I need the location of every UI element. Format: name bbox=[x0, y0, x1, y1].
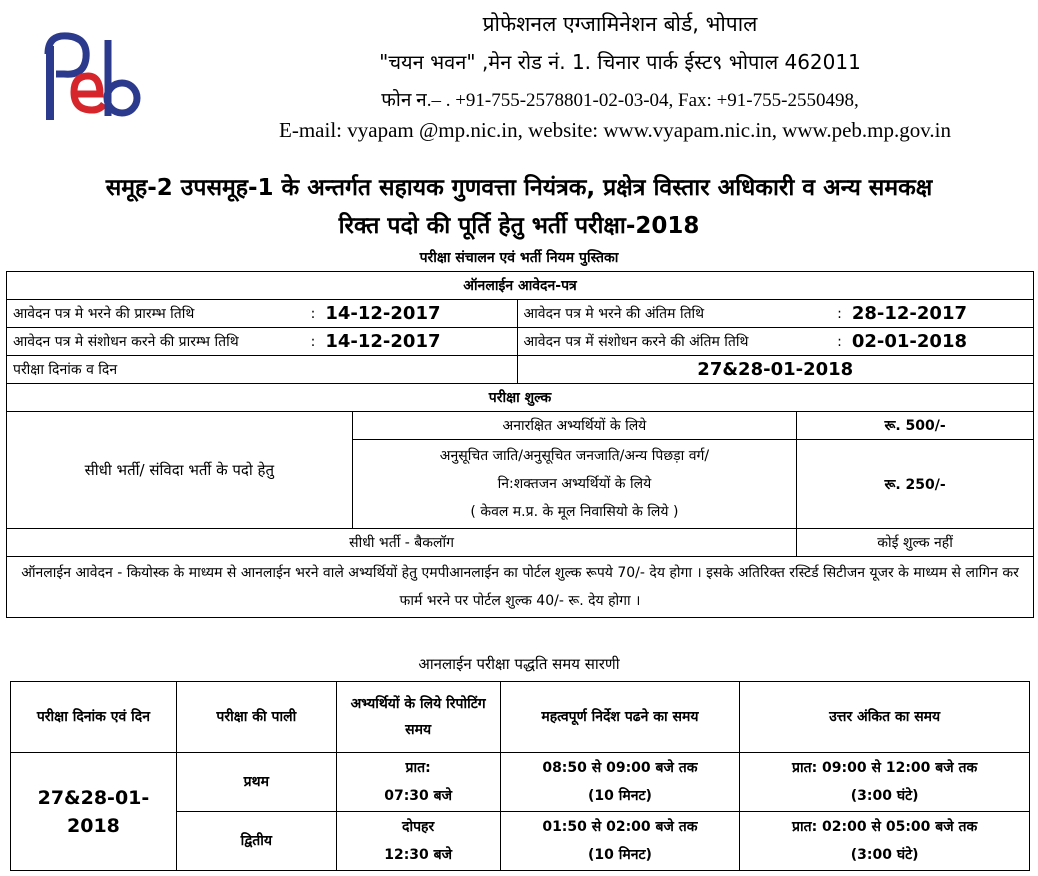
col-answer: उत्तर अंकित का समय bbox=[740, 682, 1030, 753]
table-header-row bbox=[11, 682, 1030, 753]
backlog-label: सीधी भर्ती - बैकलॉग bbox=[7, 529, 797, 557]
answer-range: प्रात: 02:00 से 05:00 बजे तक bbox=[792, 819, 978, 835]
table-row bbox=[7, 412, 1034, 440]
col-date: परीक्षा दिनांक एवं दिन bbox=[11, 682, 177, 753]
reporting-time bbox=[336, 812, 500, 871]
instruction-range: 01:50 से 02:00 बजे तक bbox=[542, 819, 698, 835]
exam-date-label: परीक्षा दिनांक व दिन bbox=[7, 356, 518, 384]
instruction-duration: (10 मिनट) bbox=[587, 847, 652, 863]
general-fee-value: रू. 500/- bbox=[797, 412, 1034, 440]
edit-end-date-value: 02-01-2018 bbox=[851, 331, 967, 352]
backlog-fee: कोई शुल्क नहीं bbox=[797, 529, 1034, 557]
org-phone: फोन न.– . +91-755-2578801-02-03-04, Fax: +91-755-2550498, bbox=[381, 90, 859, 111]
answer-range: प्रात: 09:00 से 12:00 बजे तक bbox=[792, 760, 978, 776]
instruction-duration: (10 मिनट) bbox=[587, 788, 652, 804]
org-address: "चयन भवन" ,मेन रोड नं. 1. चिनार पार्क ईस्ट९ भोपाल 462011 bbox=[379, 50, 861, 74]
reserved-line-3: ( केवल म.प्र. के मूल निवासियो के लिये ) bbox=[470, 504, 679, 520]
table-row bbox=[7, 356, 1034, 384]
general-fee-label: अनारक्षित अभ्यर्थियों के लिये bbox=[352, 412, 797, 440]
application-fee-table bbox=[6, 271, 1034, 618]
portal-fee-note: ऑनलाईन आवेदन - कियोस्क के माध्यम से आनलाईन भरने वाले अभ्यर्थियों हेतु एमपीआनलाईन का पोर्टल शुल्क रूपये 70/- देय होगा । इसके अतिरिक्त रस्टिर्ड सिटीजन यूजर के माध्यम से लागिन कर फार्म भरने पर पोर्टल शुल्क 40/- रू. देय होगा । bbox=[7, 557, 1034, 618]
reporting-clock: 12:30 बजे bbox=[384, 847, 453, 863]
exam-date-value: 27&28-01-2018 bbox=[517, 356, 1034, 384]
instruction-time bbox=[500, 812, 740, 871]
start-date-value: 14-12-2017 bbox=[325, 303, 441, 324]
end-date-label: आवेदन पत्र मे भरने की अंतिम तिथि bbox=[523, 306, 705, 322]
instruction-time bbox=[500, 753, 740, 812]
fee-category: सीधी भर्ती/ संविदा भर्ती के पदो हेतु bbox=[7, 412, 353, 529]
end-date-value: 28-12-2017 bbox=[851, 303, 967, 324]
reporting-time bbox=[336, 753, 500, 812]
col-instructions: महत्वपूर्ण निर्देश पढने का समय bbox=[500, 682, 740, 753]
answer-time bbox=[740, 753, 1030, 812]
reserved-line-2: नि:शक्तजन अभ्यर्थियों के लिये bbox=[497, 476, 652, 492]
reserved-fee-value: रू. 250/- bbox=[797, 440, 1034, 529]
reserved-fee-label bbox=[352, 440, 797, 529]
exam-title-line1: समूह-2 उपसमूह-1 के अन्तर्गत सहायक गुणवत्ता नियंत्रक, प्रक्षेत्र विस्तार अधिकारी व अन्य समकक्ष bbox=[105, 175, 933, 201]
shift-name: द्वितीय bbox=[176, 812, 336, 871]
schedule-title: आनलाईन परीक्षा पद्धति समय सारणी bbox=[418, 655, 620, 673]
answer-duration: (3:00 घंटे) bbox=[850, 847, 919, 863]
shift-name: प्रथम bbox=[176, 753, 336, 812]
table-row bbox=[7, 529, 1034, 557]
edit-start-date-value: 14-12-2017 bbox=[325, 331, 441, 352]
reserved-line-1: अनुसूचित जाति/अनुसूचित जनजाति/अन्य पिछड़ा वर्ग/ bbox=[439, 448, 710, 464]
schedule-table bbox=[10, 681, 1030, 871]
org-name: प्रोफेशनल एग्जामिनेशन बोर्ड, भोपाल bbox=[482, 12, 758, 36]
exam-subtitle: परीक्षा संचालन एवं भर्ती नियम पुस्तिका bbox=[419, 250, 619, 266]
online-form-heading: ऑनलाईन आवेदन-पत्र bbox=[7, 272, 1034, 300]
end-date-cell: आवेदन पत्र मे भरने की अंतिम तिथि : 28-12-2017 bbox=[517, 300, 1034, 328]
exam-title-line2: रिक्त पदो की पूर्ति हेतु भर्ती परीक्षा-2018 bbox=[338, 213, 700, 239]
start-date-label: आवेदन पत्र मे भरने की प्रारम्भ तिथि bbox=[13, 306, 195, 322]
edit-start-date-label: आवेदन पत्र मे संशोधन करने की प्रारम्भ तिथि bbox=[13, 334, 239, 350]
start-date-cell: आवेदन पत्र मे भरने की प्रारम्भ तिथि : 14-12-2017 bbox=[7, 300, 518, 328]
answer-time bbox=[740, 812, 1030, 871]
edit-start-date-cell: आवेदन पत्र मे संशोधन करने की प्रारम्भ तिथि : 14-12-2017 bbox=[7, 328, 518, 356]
peb-logo bbox=[38, 24, 142, 128]
table-row bbox=[7, 328, 1034, 356]
reporting-period: प्रात: bbox=[405, 760, 431, 776]
org-email-website: E-mail: vyapam @mp.nic.in, website: www.vyapam.nic.in, www.peb.mp.gov.in bbox=[279, 118, 951, 142]
answer-duration: (3:00 घंटे) bbox=[850, 788, 919, 804]
schedule-date: 27&28-01-2018 bbox=[11, 753, 177, 871]
col-reporting: अभ्यर्थियों के लिये रिपोटिंग समय bbox=[336, 682, 500, 753]
edit-end-date-cell: आवेदन पत्र में संशोधन करने की अंतिम तिथि : 02-01-2018 bbox=[517, 328, 1034, 356]
instruction-range: 08:50 से 09:00 बजे तक bbox=[542, 760, 698, 776]
table-row bbox=[11, 753, 1030, 812]
fee-heading: परीक्षा शुल्क bbox=[7, 384, 1034, 412]
table-row bbox=[7, 300, 1034, 328]
edit-end-date-label: आवेदन पत्र में संशोधन करने की अंतिम तिथि bbox=[523, 334, 749, 350]
reporting-clock: 07:30 बजे bbox=[384, 788, 453, 804]
reporting-period: दोपहर bbox=[402, 819, 435, 835]
col-shift: परीक्षा की पाली bbox=[176, 682, 336, 753]
